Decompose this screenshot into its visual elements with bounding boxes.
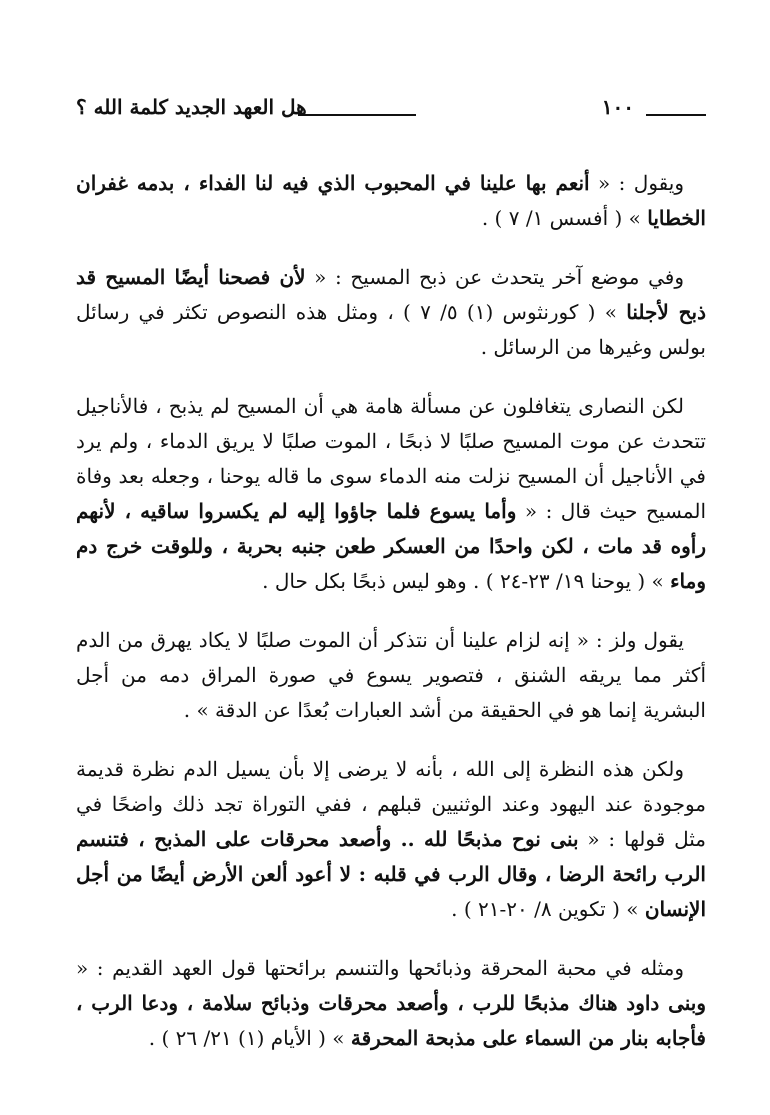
- paragraph-text: لكن النصارى يتغافلون عن مسألة هامة هي أن المسيح لم يذبح ، فالأناجيل تتحدث عن موت المسيح صلبًا لا ذبحًا ، الموت صلبًا لا يريق الدماء ، ولم يرد في الأناجيل أن المسيح نزلت منه الدماء سوى ما قاله يوحنا ، وجعله بعد وفاة المسيح حيث قال : «: [76, 394, 707, 523]
- paragraph-text: ومثله في محبة المحرقة وذبائحها والتنسم برائحتها قول العهد القديم : «: [76, 956, 684, 980]
- page-header: [76, 78, 706, 128]
- paragraph: [76, 389, 706, 599]
- citation: » ( يوحنا ١٩/ ٢٣-٢٤ ) . وهو ليس ذبحًا بكل حال .: [262, 569, 671, 593]
- quoted-text: أنعم بها علينا في المحبوب الذي فيه لنا الفداء ، بدمه غفران الخطايا: [76, 171, 706, 230]
- citation: » ( تكوين ٨/ ٢٠-٢١ ) .: [451, 897, 645, 921]
- quoted-text: بنى نوح مذبحًا لله .. وأصعد محرقات على المذبح ، فتنسم الرب رائحة الرضا ، وقال الرب في قلبه : لا أعود ألعن الأرض أيضًا من أجل الإنسان: [76, 827, 706, 921]
- quoted-text: وبنى داود هناك مذبحًا للرب ، وأصعد محرقات وذبائح سلامة ، ودعا الرب ، فأجابه بنار من السماء على مذبحة المحرقة: [76, 991, 706, 1050]
- paragraph: [76, 623, 706, 728]
- page-number: ١٠٠: [601, 95, 634, 119]
- paragraph: [76, 951, 706, 1056]
- paragraph-text: ولكن هذه النظرة إلى الله ، بأنه لا يرضى إلا بأن يسيل الدم نظرة قديمة موجودة عند اليهود وعند الوثنيين قبلهم ، ففي التوراة تجد ذلك واضحًا في مثل قولها : «: [76, 757, 706, 851]
- book-page: [76, 78, 706, 1078]
- page-body: [76, 166, 706, 1080]
- paragraph: [76, 752, 706, 927]
- paragraph: [76, 166, 706, 236]
- quoted-text: وأما يسوع فلما جاؤوا إليه لم يكسروا ساقيه ، لأنهم رأوه قد مات ، لكن واحدًا من العسكر طعن جنبه بحربة ، وللوقت خرج دم وماء: [76, 499, 706, 593]
- citation: » ( أفسس ١/ ٧ ) .: [481, 206, 648, 230]
- paragraph-text: ويقول : «: [589, 171, 684, 195]
- quoted-text: لأن فصحنا أيضًا المسيح قد ذبح لأجلنا: [76, 265, 707, 324]
- header-rule-right: [646, 114, 706, 116]
- running-title: هل العهد الجديد كلمة الله ؟: [76, 95, 307, 119]
- paragraph-text: يقول ولز : « إنه لزام علينا أن نتذكر أن الموت صلبًا لا يكاد يهرق من الدم أكثر مما يريقه الشنق ، فتصوير يسوع في صورة المراق دمه من أجل البشرية إنما هو في الحقيقة من أشد العبارات بُعدًا عن الدقة » .: [76, 628, 706, 722]
- citation: » ( كورنثوس (١) ٥/ ٧ ) ، ومثل هذه النصوص تكثر في رسائل بولس وغيرها من الرسائل .: [76, 300, 706, 359]
- citation: » ( الأيام (١) ٢١/ ٢٦ ) .: [148, 1026, 351, 1050]
- paragraph: [76, 260, 706, 365]
- paragraph-text: وفي موضع آخر يتحدث عن ذبح المسيح : «: [305, 265, 684, 289]
- header-rule-left: [298, 114, 416, 116]
